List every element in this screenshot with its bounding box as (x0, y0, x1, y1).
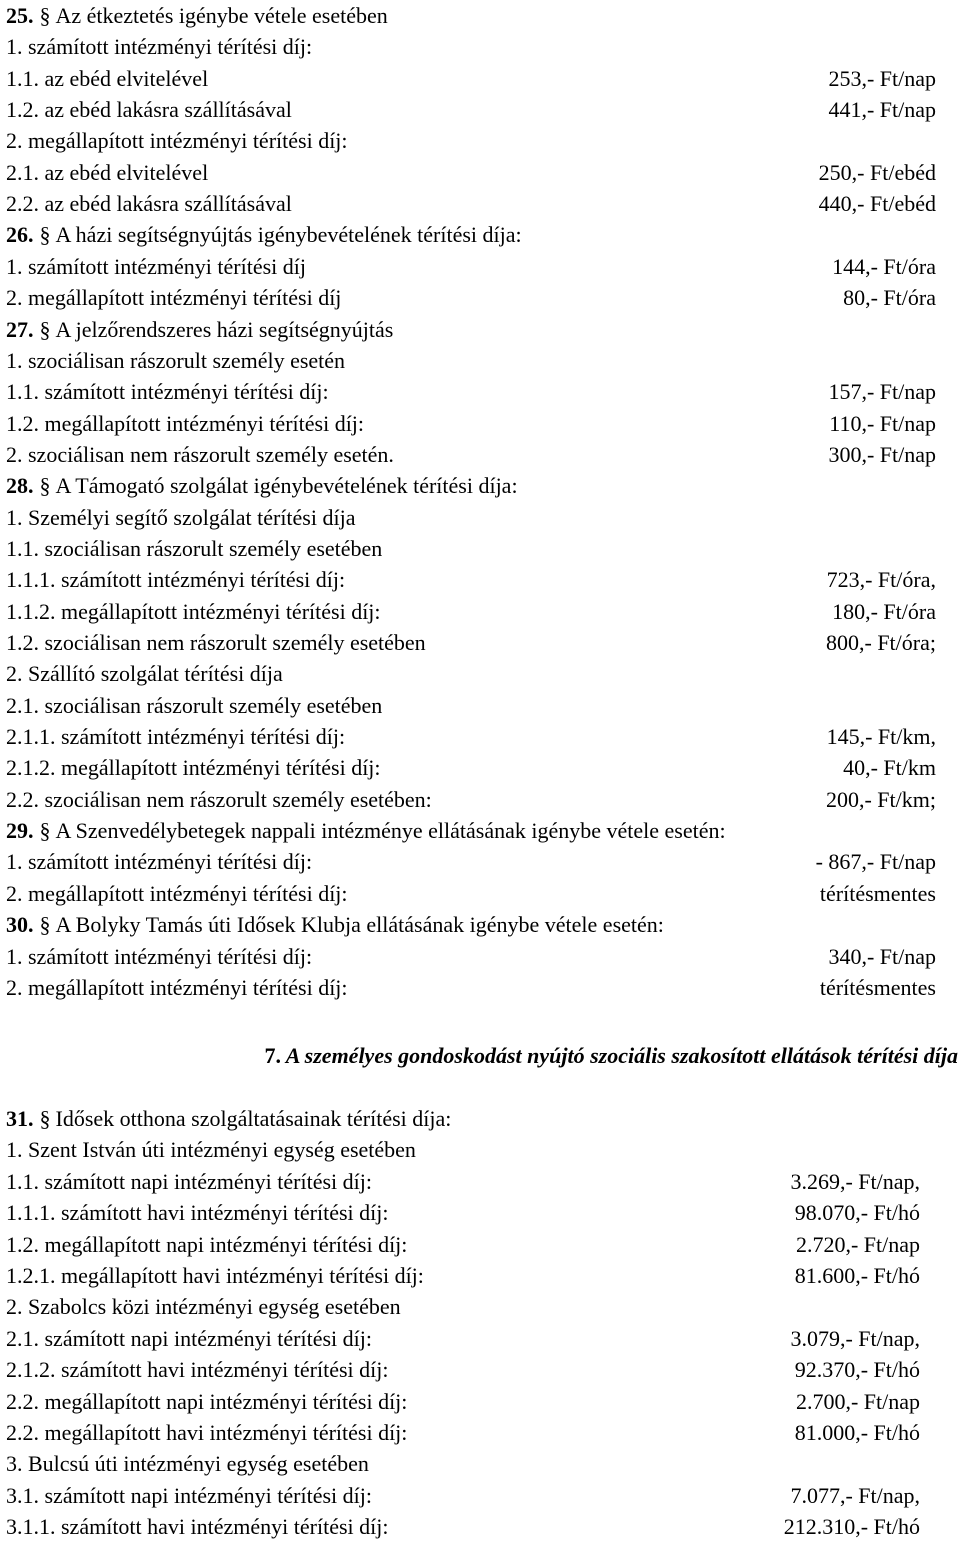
fee-label: 1.1. az ebéd elvitelével (6, 65, 209, 91)
section-sign-icon: § (39, 316, 51, 342)
fee-label: 2. megállapított intézményi térítési díj: (6, 880, 348, 906)
fee-row (6, 784, 954, 815)
section-title: A jelzőrendszeres házi segítségnyújtás (55, 316, 394, 342)
fee-label: 2.2. megállapított havi intézményi térítési díj: (6, 1420, 408, 1445)
fee-value: 2.720,- Ft/nap (795, 1231, 920, 1257)
fee-row (6, 125, 954, 156)
fee-row (6, 1197, 954, 1228)
fee-row (6, 878, 954, 909)
fee-label: 2.2. szociálisan nem rászorult személy esetében: (6, 786, 432, 812)
section-sign-icon: § (39, 818, 51, 844)
fee-label: 2. megállapított intézményi térítési díj (6, 285, 342, 311)
fee-value: 253,- Ft/nap (828, 65, 936, 91)
fee-label: 1.1. szociálisan rászorult személy esetében (6, 535, 383, 561)
fee-label: 1.1.2. megállapított intézményi térítési díj: (6, 598, 381, 624)
fee-row (6, 1386, 954, 1417)
fee-row (6, 439, 954, 470)
fee-label: 1.1.1. számított intézményi térítési díj: (6, 567, 346, 593)
fee-value: 98.070,- Ft/hó (794, 1200, 920, 1226)
fee-label: 1. Személyi segítő szolgálat térítési díja (6, 504, 356, 530)
section-heading (6, 815, 954, 846)
fee-row (6, 1166, 954, 1197)
fee-row (6, 1511, 954, 1542)
section-sign-icon: § (39, 3, 51, 28)
fee-value: 250,- Ft/ebéd (818, 159, 936, 185)
section-title: Idősek otthona szolgáltatásainak térítési díja: (55, 1106, 452, 1131)
section-number: 25. (6, 3, 34, 28)
fee-row (6, 376, 954, 407)
fee-label: 1.1. számított napi intézményi térítési díj: (6, 1168, 372, 1194)
fee-row (6, 972, 954, 1003)
fee-label: 1.2. szociálisan nem rászorult személy esetében (6, 630, 426, 655)
fee-row (6, 282, 954, 313)
fee-row (6, 658, 954, 689)
fee-label: 1. számított intézményi térítési díj (6, 253, 306, 279)
fee-label: 1.2.1. megállapított havi intézményi térítési díj: (6, 1263, 424, 1288)
fee-value: 81.000,- Ft/hó (794, 1420, 920, 1445)
fee-label: 2.1.2. megállapított intézményi térítési díj: (6, 755, 381, 781)
fee-row (6, 157, 954, 188)
fee-label: 1.2. megállapított intézményi térítési díj: (6, 410, 365, 436)
fee-label: 2.1. az ebéd elvitelével (6, 159, 209, 185)
section-number: 30. (6, 912, 34, 938)
fee-row (6, 941, 954, 972)
fee-value: 212.310,- Ft/hó (783, 1514, 920, 1540)
fee-row (6, 846, 954, 877)
fee-label: 3. Bulcsú úti intézményi egység esetében (6, 1451, 369, 1477)
section-title: A Támogató szolgálat igénybevételének térítési díja: (55, 473, 518, 499)
fee-label: 3.1. számított napi intézményi térítési díj: (6, 1482, 372, 1508)
fee-label: 1. számított intézményi térítési díj: (6, 849, 313, 875)
fee-row (6, 502, 954, 533)
fee-value: 300,- Ft/nap (828, 441, 936, 467)
fee-label: 1. számított intézményi térítési díj: (6, 943, 313, 969)
chapter-number: 7. (264, 1043, 282, 1068)
fee-row (6, 188, 954, 219)
fee-row (6, 1291, 954, 1322)
section-heading (6, 0, 954, 31)
section-title: Az étkeztetés igénybe vétele esetében (55, 3, 388, 28)
section-sign-icon: § (39, 1106, 51, 1131)
fee-label: 1.2. az ebéd lakásra szállításával (6, 97, 292, 123)
section-heading (6, 219, 954, 250)
fee-label: 2.1. számított napi intézményi térítési díj: (6, 1325, 372, 1351)
fee-value: térítésmentes (819, 974, 936, 1000)
section-sign-icon: § (39, 222, 51, 248)
fee-row (6, 627, 954, 658)
fee-value: 440,- Ft/ebéd (818, 191, 936, 217)
fee-row (6, 690, 954, 721)
fee-value: 40,- Ft/km (843, 755, 936, 781)
fee-value: 157,- Ft/nap (828, 379, 936, 405)
fee-value: térítésmentes (819, 880, 936, 906)
fee-value: 92.370,- Ft/hó (794, 1357, 920, 1383)
section-number: 28. (6, 473, 34, 499)
fee-value: 110,- Ft/nap (829, 410, 936, 436)
fee-row (6, 533, 954, 564)
fee-row (6, 31, 954, 62)
fee-row (6, 1417, 954, 1448)
fee-label: 2. megállapított intézményi térítési díj: (6, 128, 348, 154)
section-heading (6, 909, 954, 940)
fee-label: 2.1.2. számított havi intézményi térítési díj: (6, 1357, 389, 1383)
fee-value: 441,- Ft/nap (828, 97, 936, 123)
fee-value: 800,- Ft/óra; (826, 630, 936, 655)
section-heading (6, 314, 954, 345)
fee-value: 2.700,- Ft/nap (795, 1388, 920, 1414)
section-number: 29. (6, 818, 34, 844)
fee-value: 80,- Ft/óra (843, 285, 936, 311)
fee-label: 2. szociálisan nem rászorult személy esetén. (6, 441, 394, 467)
fee-value: - 867,- Ft/nap (815, 849, 936, 875)
fee-value: 723,- Ft/óra, (826, 567, 936, 593)
fee-label: 1.1. számított intézményi térítési díj: (6, 379, 329, 405)
fee-label: 1. számított intézményi térítési díj: (6, 34, 313, 60)
fee-label: 2. Szabolcs közi intézményi egység esetében (6, 1294, 401, 1320)
fee-row (6, 1448, 954, 1479)
fee-label: 1.1.1. számított havi intézményi térítési díj: (6, 1200, 389, 1226)
fee-label: 2. Szállító szolgálat térítési díja (6, 661, 283, 687)
fee-label: 2. megállapított intézményi térítési díj: (6, 974, 348, 1000)
section-title: A házi segítségnyújtás igénybevételének térítési díja: (55, 222, 522, 248)
fee-row (6, 1134, 954, 1165)
fee-label: 2.2. megállapított napi intézményi térítési díj: (6, 1388, 408, 1414)
fee-row (6, 63, 954, 94)
chapter-heading (0, 1039, 960, 1073)
fee-row (6, 1480, 954, 1511)
section-sign-icon: § (39, 912, 51, 938)
fee-label: 1. szociálisan rászorult személy esetén (6, 347, 346, 373)
section-number: 27. (6, 316, 34, 342)
fee-row (6, 1354, 954, 1385)
fee-row (6, 1323, 954, 1354)
section-title: A Bolyky Tamás úti Idősek Klubja ellátásának igénybe vétele esetén: (55, 912, 664, 938)
fee-value: 81.600,- Ft/hó (794, 1263, 920, 1288)
fee-label: 1.2. megállapított napi intézményi térítési díj: (6, 1231, 408, 1257)
fee-value: 7.077,- Ft/nap, (790, 1482, 920, 1508)
section-number: 31. (6, 1106, 34, 1131)
fee-label: 3.1.1. számított havi intézményi térítési díj: (6, 1514, 389, 1540)
section-number: 26. (6, 222, 34, 248)
fee-value: 200,- Ft/km; (825, 786, 936, 812)
fee-value: 180,- Ft/óra (832, 598, 936, 624)
fee-row (6, 408, 954, 439)
section-heading (6, 1103, 954, 1134)
fee-label: 2.1.1. számított intézményi térítési díj: (6, 724, 346, 750)
section-heading (6, 470, 954, 501)
section-sign-icon: § (39, 473, 51, 499)
fee-label: 2.1. szociálisan rászorult személy esetében (6, 692, 383, 718)
fee-row (6, 752, 954, 783)
section-title: A Szenvedélybetegek nappali intézménye ellátásának igénybe vétele esetén: (55, 818, 726, 844)
fee-row (6, 94, 954, 125)
fee-row (6, 345, 954, 376)
fee-row (6, 1260, 954, 1291)
fee-row (6, 596, 954, 627)
fee-value: 3.079,- Ft/nap, (790, 1325, 920, 1351)
fee-value: 3.269,- Ft/nap, (790, 1168, 920, 1194)
fee-row (6, 251, 954, 282)
fee-label: 2.2. az ebéd lakásra szállításával (6, 191, 292, 217)
chapter-title: A személyes gondoskodást nyújtó szociális szakosított ellátások térítési díja (285, 1043, 958, 1068)
fee-row (6, 721, 954, 752)
fee-label: 1. Szent István úti intézményi egység esetében (6, 1137, 416, 1163)
fee-row (6, 1229, 954, 1260)
fee-value: 145,- Ft/km, (826, 724, 936, 750)
fee-row (6, 564, 954, 595)
fee-value: 144,- Ft/óra (832, 253, 936, 279)
fee-value: 340,- Ft/nap (828, 943, 936, 969)
